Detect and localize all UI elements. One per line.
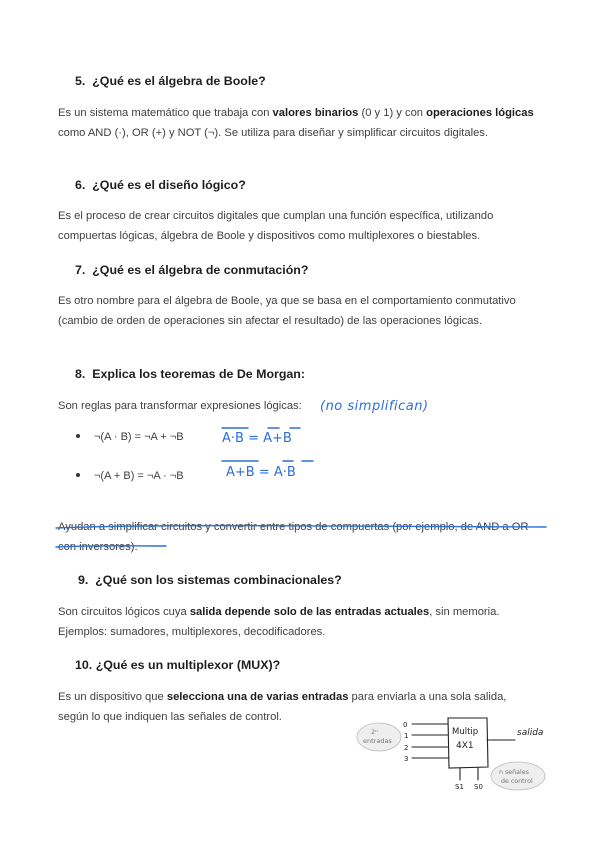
bubble-entradas-line1: 2ⁿ <box>371 728 378 736</box>
bubble-entradas-line2: entradas <box>363 737 392 745</box>
text-run: Es un dispositivo que <box>58 691 167 703</box>
output-label: salida <box>517 728 544 738</box>
input-label-2: 2 <box>404 744 409 752</box>
heading-text: ¿Qué es el álgebra de Boole? <box>92 74 266 88</box>
mux-sketch <box>357 718 545 791</box>
input-label-0: 0 <box>403 721 408 729</box>
input-label-3: 3 <box>404 755 409 763</box>
bubble-senales-control <box>491 762 545 790</box>
heading-text: ¿Qué es el diseño lógico? <box>92 178 246 192</box>
heading-number: 8. <box>75 367 86 381</box>
heading-number: 7. <box>75 263 86 277</box>
bold-run: valores binarios <box>272 107 359 119</box>
text-run: como AND (·), OR (+) y NOT (¬). Se utiliza para diseñar y simplificar circuitos digitales. <box>58 126 489 139</box>
handwritten-equation-1 <box>222 428 300 446</box>
paragraph-section-8-intro: Son reglas para transformar expresiones lógicas: <box>58 400 302 412</box>
selector-label-s1: S1 <box>455 783 464 791</box>
heading-number: 9. <box>78 573 89 587</box>
paragraph-section-7: Es otro nombre para el álgebra de Boole, ya que se basa en el comportamiento conmutativo (cambio de orden de operaciones sin afectar el resultado) de las operaciones lógicas. <box>58 295 516 327</box>
text-run: Es un sistema matemático que trabaja con <box>58 107 273 119</box>
text-run: , sin memoria. Ejemplos: sumadores, multiplexores, decodificadores. <box>58 606 500 638</box>
heading-text: Explica los teoremas de De Morgan: <box>92 367 306 381</box>
input-label-1: 1 <box>404 732 409 740</box>
handwritten-equation-text: A+B = A·B <box>226 465 296 480</box>
heading-text: ¿Qué son los sistemas combinacionales? <box>95 573 342 587</box>
struck-paragraph: Ayudan a simplificar circuitos y convertir entre tipos de compuertas (por ejemplo, de AND a OR con inversores). <box>58 521 529 553</box>
strike-line-1 <box>56 526 546 528</box>
text-run: (0 y 1) y con <box>358 107 427 119</box>
heading-number: 5. <box>75 74 86 88</box>
heading-number: 10. <box>75 658 93 672</box>
bold-run: salida depende solo de las entradas actuales <box>189 606 430 618</box>
bullet-text: ¬(A · B) = ¬A + ¬B <box>94 431 184 443</box>
mux-box-label-1: Multip <box>452 727 479 737</box>
bold-run: selecciona una de varias entradas <box>166 691 349 703</box>
bullet-text: ¬(A + B) = ¬A · ¬B <box>94 470 184 482</box>
mux-box-label-2: 4X1 <box>456 741 474 751</box>
heading-number: 6. <box>75 178 86 192</box>
paragraph-section-6: Es el proceso de crear circuitos digitales que cumplan una función específica, utilizando compuertas lógicas, álgebra de Boole y dispositivos como multiplexores o biestables. <box>58 210 494 242</box>
selector-label-s0: S0 <box>474 783 483 791</box>
handwritten-equation-text: A·B = A+B <box>222 431 292 446</box>
bubble-senales-line1: n señales <box>499 769 529 776</box>
bold-run: operaciones lógicas <box>426 107 534 119</box>
strike-line-2 <box>56 546 166 547</box>
heading-text: ¿Qué es el álgebra de conmutación? <box>92 263 309 277</box>
heading-text: ¿Qué es un multiplexor (MUX)? <box>95 658 281 672</box>
bubble-senales-line2: de control <box>501 778 533 785</box>
handwritten-equation-2 <box>222 461 313 480</box>
annotation-no-simplifican: (no simplifican) <box>320 399 429 414</box>
text-run: Son circuitos lógicos cuya <box>58 606 190 618</box>
text-run: para enviarla a una sola salida, según lo que indiquen las señales de control. <box>58 691 507 723</box>
